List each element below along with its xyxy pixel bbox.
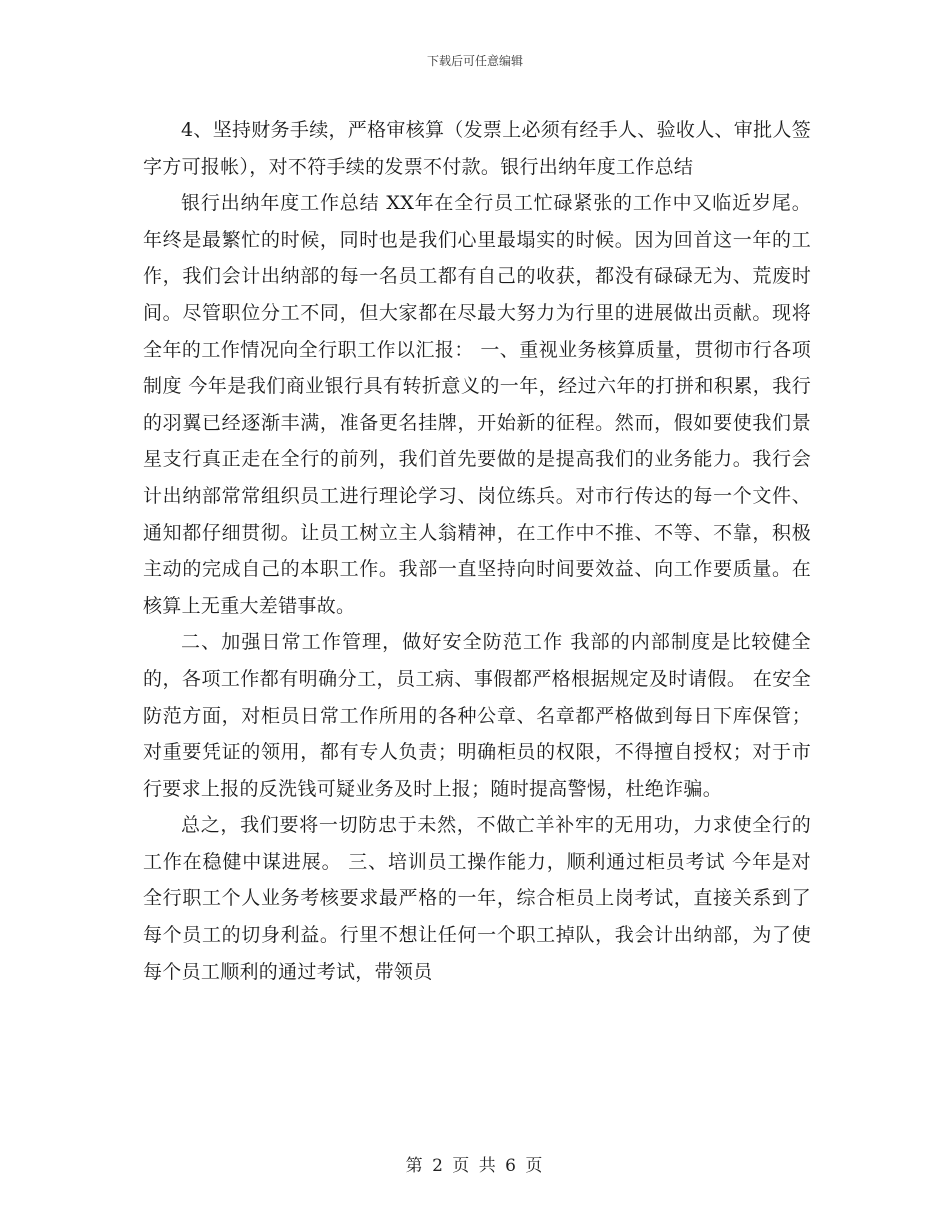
page-number-footer: 第 2 页 共 6 页 <box>405 1156 545 1176</box>
paragraph-annual-summary: 银行出纳年度工作总结 XX年在全行员工忙碌紧张的工作中又临近岁尾。年终是最繁忙的时候，同时也是我们心里最塌实的时候。因为回首这一年的工作，我们会计出纳部的每一名员工都有自己的收获，都没有碌碌无为、荒废时间。尽管职位分工不同，但大家都在尽最大努力为行里的进展做出贡献。现将全年的工作情况向全行职工作以汇报： 一、重视业务核算质量，贯彻市行各项制度 今年是我们商业银行具有转折意义的一年，经过六年的打拼和积累，我行的羽翼已经逐渐丰满，准备更名挂牌，开始新的征程。然而，假如要使我们景星支行真正走在全行的前列，我们首先要做的是提高我们的业务能力。我行会计出纳部常常组织员工进行理论学习、岗位练兵。对市行传达的每一个文件、通知都仔细贯彻。让员工树立主人翁精神，在工作中不推、不等、不靠，积极主动的完成自己的本职工作。我部一直坚持向时间要效益、向工作要质量。在核算上无重大差错事故。 <box>143 192 811 617</box>
paragraph-finance-procedures: 4、坚持财务手续，严格审核算（发票上必须有经手人、验收人、审批人签字方可报帐），对不符手续的发票不付款。银行出纳年度工作总结 <box>143 119 811 178</box>
paragraph-safety-management: 二、加强日常工作管理，做好安全防范工作 我部的内部制度是比较健全的，各项工作都有明确分工，员工病、事假都严格根据规定及时请假。 在安全防范方面，对柜员日常工作所用的各种公章、名章都严格做到每日下库保管；对重要凭证的领用，都有专人负责；明确柜员的权限，不得擅自授权；对于市行要求上报的反洗钱可疑业务及时上报；随时提高警惕，杜绝诈骗。 <box>143 631 811 800</box>
paragraph-staff-training: 总之，我们要将一切防忠于未然，不做亡羊补牢的无用功，力求使全行的工作在稳健中谋进展。 三、培训员工操作能力，顺利通过柜员考试 今年是对全行职工个人业务考核要求最严格的一年，综合柜员上岗考试，直接关系到了每个员工的切身利益。行里不想让任何一个职工掉队，我会计出纳部，为了使每个员工顺利的通过考试，带领员 <box>143 814 811 983</box>
page-header-note: 下载后可任意编辑 <box>426 54 523 68</box>
document-body <box>143 112 811 990</box>
